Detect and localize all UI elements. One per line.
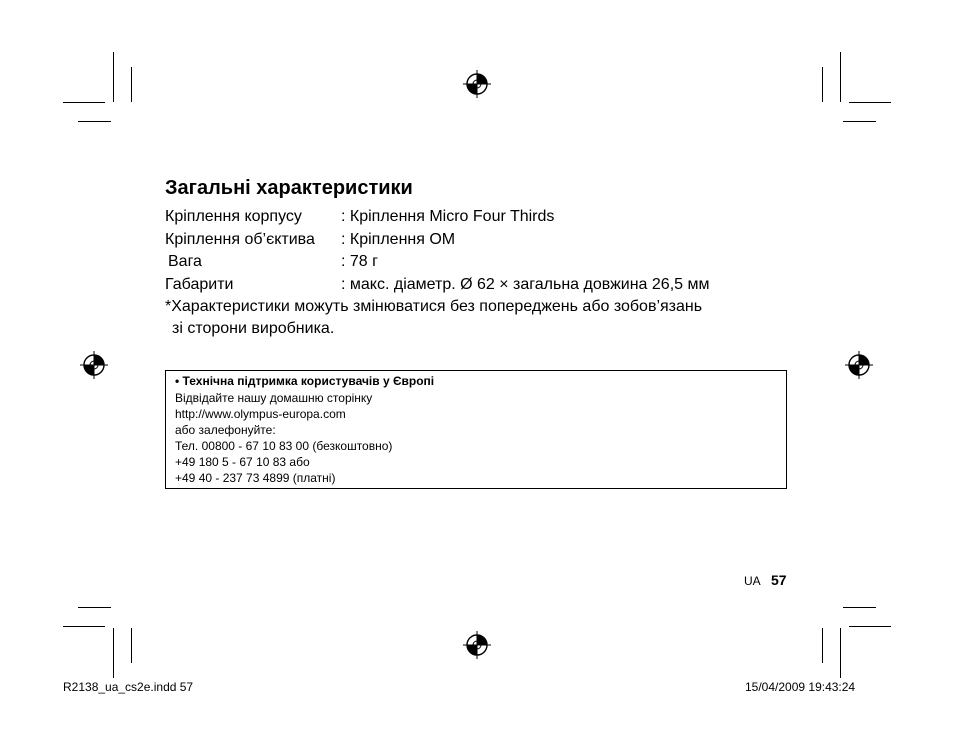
disclaimer-note: *Характеристики можуть змінюватися без попереджень або зобов’язань [165,298,703,315]
page-language: UA [744,574,761,588]
crop-mark [63,102,105,103]
crop-mark [131,67,132,102]
crop-mark [113,628,114,678]
spec-value: : макс. діаметр. Ø 62 × загальна довжина 26,5 мм [341,276,710,293]
footer-datetime: 15/04/2009 19:43:24 [745,680,856,694]
page-number: 57 [771,572,787,588]
crop-mark [822,628,823,663]
crop-mark [63,626,105,627]
registration-mark-icon [80,351,108,379]
footer-file-name: R2138_ua_cs2e.indd 57 [63,680,194,694]
registration-mark-icon [463,70,491,98]
registration-mark-icon [463,631,491,659]
spec-label: Кріплення об’єктива [165,231,315,248]
registration-mark-icon [845,351,873,379]
crop-mark [840,52,841,102]
support-phone: Тел. 00800 - 67 10 83 00 (безкоштовно) [175,439,393,453]
crop-mark [78,607,111,608]
support-line: або залефонуйте: [175,423,276,437]
support-phone: +49 40 - 237 73 4899 (платні) [175,471,336,485]
crop-mark [78,121,111,122]
support-phone: +49 180 5 - 67 10 83 або [175,455,310,469]
support-line: Відвідайте нашу домашню сторінку [175,391,373,405]
spec-value: : 78 г [341,253,378,270]
disclaimer-note-continuation: зі сторони виробника. [172,320,335,337]
crop-mark [840,628,841,678]
support-url: http://www.olympus-europa.com [175,407,346,421]
crop-mark [849,102,891,103]
support-heading: • Технічна підтримка користувачів у Європі [175,374,435,388]
spec-value: : Кріплення Micro Four Thirds [341,208,555,225]
spec-label: Габарити [165,276,234,293]
spec-value: : Кріплення OM [341,231,456,248]
crop-mark [843,121,876,122]
crop-mark [822,67,823,102]
crop-mark [843,607,876,608]
spec-label: Кріплення корпусу [165,208,302,225]
spec-label: Вага [168,253,202,270]
crop-mark [849,626,891,627]
support-info-box [165,370,787,489]
crop-mark [113,52,114,102]
section-heading: Загальні характеристики [165,177,413,199]
crop-mark [131,628,132,663]
